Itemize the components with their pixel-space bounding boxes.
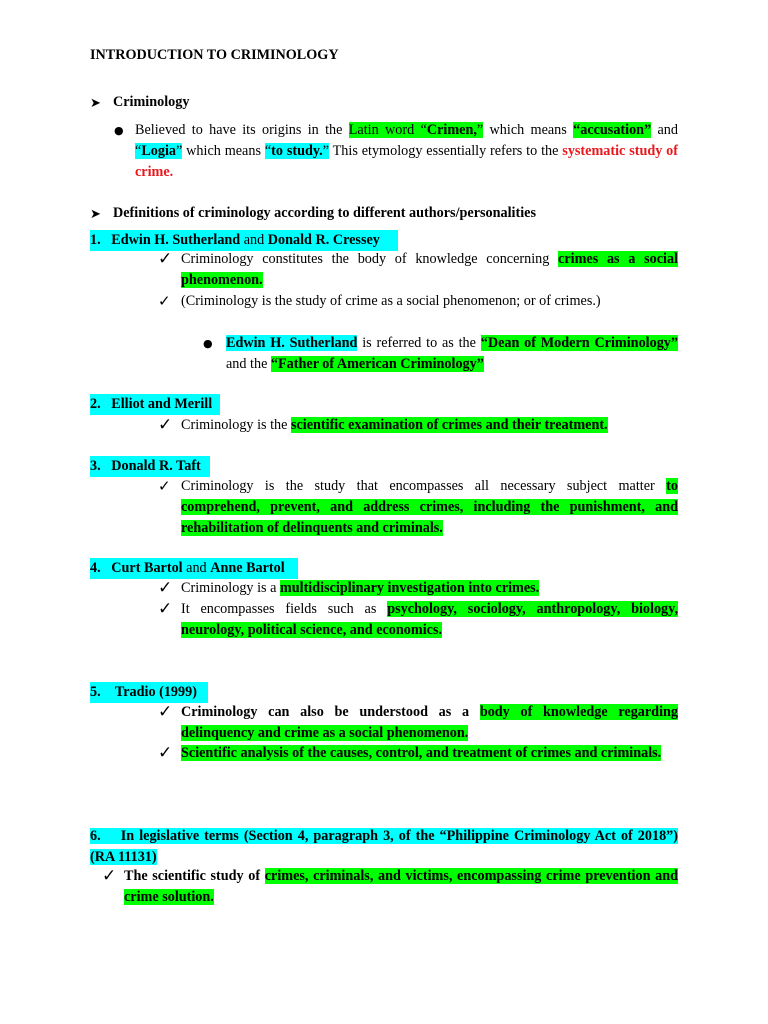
check-icon: ✓ bbox=[158, 249, 173, 269]
item-4-fields: It encompasses fields such as psychology, sociology, anthropology, biology, neurology, political science, and economics. bbox=[181, 601, 678, 638]
check-icon: ✓ bbox=[102, 866, 117, 886]
check-icon: ✓ bbox=[158, 578, 173, 598]
check-icon: ✓ bbox=[158, 743, 173, 763]
item-2-heading: 2. Elliot and Merill bbox=[90, 394, 220, 415]
item-3-definition: Criminology is the study that encompasses all necessary subject matter to comprehend, prevent, and address crimes, including the punishment, and rehabilitation of delinquents and criminals. bbox=[181, 478, 678, 536]
check-icon: ✓ bbox=[158, 599, 173, 619]
check-icon: ✓ bbox=[158, 415, 173, 435]
item-3-heading: 3. Donald R. Taft bbox=[90, 456, 210, 477]
item-6-heading: 6. In legislative terms (Section 4, paragraph 3, of the “Philippine Criminology Act of 2018”) (RA 11131) bbox=[90, 828, 679, 865]
check-icon: ✓ bbox=[158, 477, 171, 495]
item-5-heading: 5. Tradio (1999) bbox=[90, 682, 208, 703]
item-1-note: (Criminology is the study of crime as a social phenomenon; or of crimes.) bbox=[181, 293, 601, 309]
page-title: INTRODUCTION TO CRIMINOLOGY bbox=[90, 47, 339, 63]
item-4-definition: Criminology is a multidisciplinary investigation into crimes. bbox=[181, 580, 540, 596]
bullet-dot-icon: ● bbox=[114, 124, 124, 137]
arrow-bullet-icon: ➤ bbox=[90, 95, 101, 110]
arrow-bullet-icon: ➤ bbox=[90, 206, 101, 221]
item-1-definition: Criminology constitutes the body of knowledge concerning crimes as a social phenomenon. bbox=[181, 251, 678, 288]
section-heading-criminology: Criminology bbox=[113, 94, 190, 110]
item-2-definition: Criminology is the scientific examination of crimes and their treatment. bbox=[181, 417, 608, 433]
item-5-analysis: Scientific analysis of the causes, control, and treatment of crimes and criminals. bbox=[181, 745, 662, 761]
item-1-heading: 1. Edwin H. Sutherland and Donald R. Cressey bbox=[90, 230, 398, 251]
check-icon: ✓ bbox=[158, 702, 173, 722]
bullet-dot-icon: ● bbox=[203, 337, 213, 350]
item-6-definition: The scientific study of crimes, criminals, and victims, encompassing crime prevention and crime solution. bbox=[124, 868, 678, 905]
item-4-heading: 4. Curt Bartol and Anne Bartol bbox=[90, 558, 298, 579]
section-heading-definitions: Definitions of criminology according to different authors/personalities bbox=[113, 205, 536, 221]
check-icon: ✓ bbox=[158, 292, 171, 310]
sutherland-title-note: Edwin H. Sutherland is referred to as the “Dean of Modern Criminology” and the “Father of American Criminology” bbox=[226, 335, 678, 372]
item-5-definition: Criminology can also be understood as a body of knowledge regarding delinquency and crime as a social phenomenon. bbox=[181, 704, 678, 741]
etymology-paragraph: Believed to have its origins in the Latin word “Crimen,” which means “accusation” and “Logia” which means “to study.” This etymology essentially refers to the systematic study of crime. bbox=[135, 122, 678, 180]
